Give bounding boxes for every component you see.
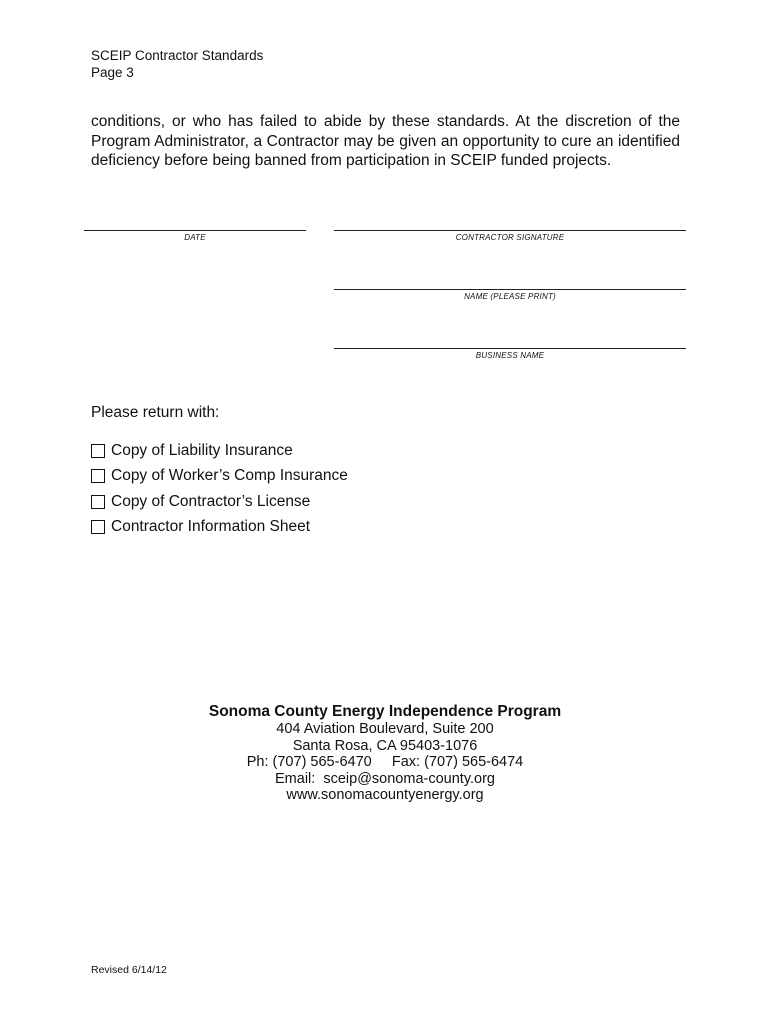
business-name-label: BUSINESS NAME xyxy=(475,351,545,360)
name-print-block xyxy=(334,289,686,301)
page-number: Page 3 xyxy=(91,65,134,80)
website-line: www.sonomacountyenergy.org xyxy=(286,787,484,803)
return-title: Please return with: xyxy=(91,404,220,421)
contractor-signature-label: CONTRACTOR SIGNATURE xyxy=(455,233,565,242)
checklist-item-label: Copy of Contractor’s License xyxy=(111,492,311,510)
organization-footer xyxy=(0,703,770,804)
checklist-item-workers-comp xyxy=(91,464,348,490)
email-line: Email: sceip@sonoma-county.org xyxy=(275,770,495,787)
document-title: SCEIP Contractor Standards xyxy=(91,48,264,63)
organization-name: Sonoma County Energy Independence Program xyxy=(208,703,562,720)
checklist-item-liability-insurance xyxy=(91,438,348,464)
address-line-1: 404 Aviation Boulevard, Suite 200 xyxy=(276,721,494,737)
date-signature-block xyxy=(84,230,306,242)
date-label: DATE xyxy=(184,233,206,242)
checklist-item-info-sheet xyxy=(91,515,348,541)
checklist-item-label: Copy of Liability Insurance xyxy=(111,441,293,459)
checklist-item-label: Contractor Information Sheet xyxy=(111,518,311,536)
date-line[interactable] xyxy=(84,230,306,231)
phone-fax-line: Ph: (707) 565-6470 Fax: (707) 565-6474 xyxy=(246,754,524,770)
business-name-block xyxy=(334,348,686,360)
contractor-signature-block xyxy=(334,230,686,242)
contractor-signature-line[interactable] xyxy=(334,230,686,231)
return-checklist xyxy=(91,438,348,540)
address-line-2: Santa Rosa, CA 95403-1076 xyxy=(292,737,478,754)
body-paragraph: conditions, or who has failed to abide by these standards. At the discretion of the Program Administrator, a Contractor may be given an opportunity to cure an identified deficiency before being banned from participation in SCEIP funded projects. xyxy=(91,113,680,169)
business-name-line[interactable] xyxy=(334,348,686,349)
name-print-label: NAME (PLEASE PRINT) xyxy=(464,292,556,301)
checklist-item-contractors-license xyxy=(91,489,348,515)
contractors-license-checkbox[interactable] xyxy=(91,495,105,509)
liability-insurance-checkbox[interactable] xyxy=(91,444,105,458)
page-header xyxy=(91,47,263,81)
revision-date: Revised 6/14/12 xyxy=(91,964,167,976)
info-sheet-checkbox[interactable] xyxy=(91,520,105,534)
checklist-item-label: Copy of Worker’s Comp Insurance xyxy=(111,467,348,485)
workers-comp-checkbox[interactable] xyxy=(91,469,105,483)
name-print-line[interactable] xyxy=(334,289,686,290)
